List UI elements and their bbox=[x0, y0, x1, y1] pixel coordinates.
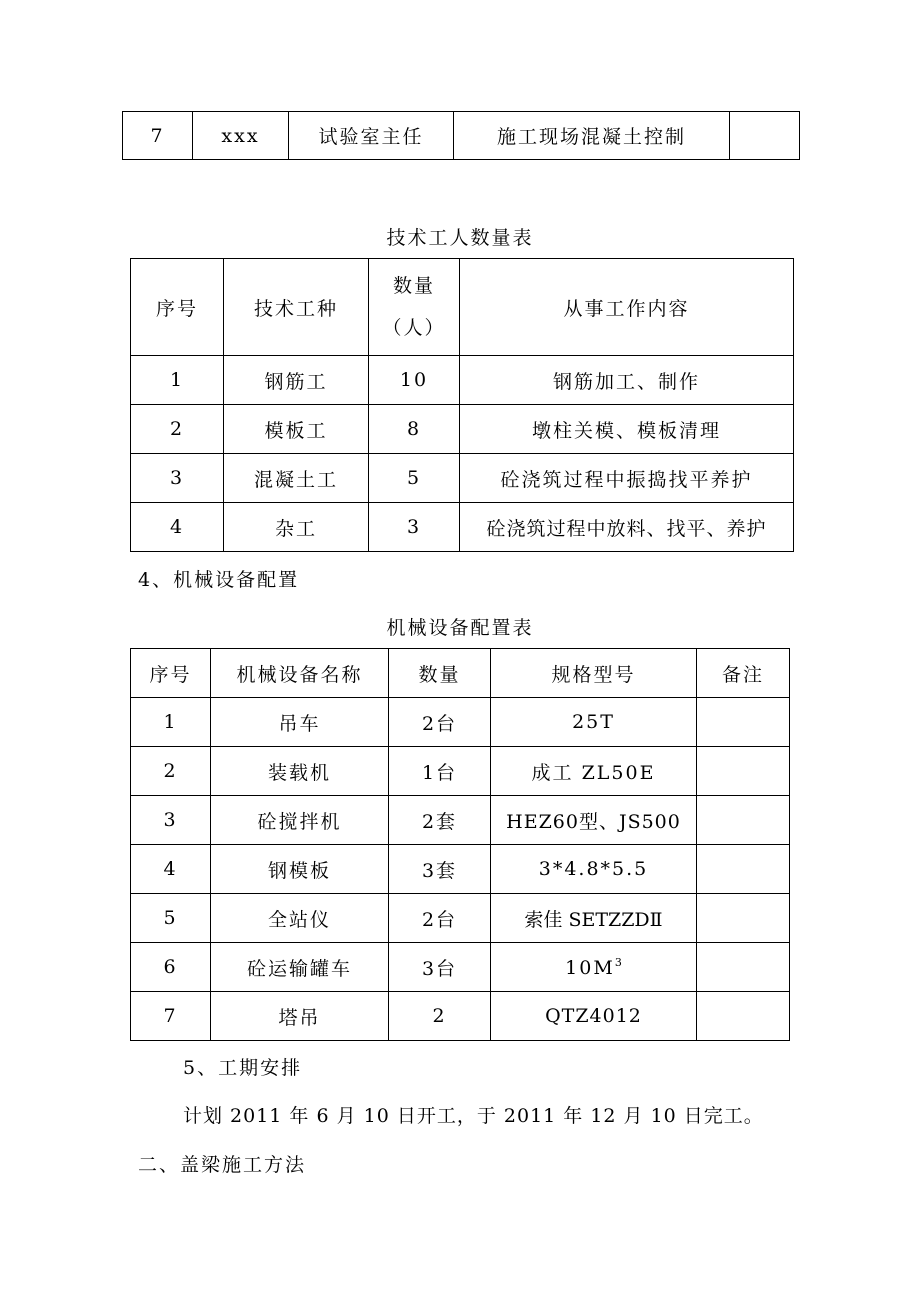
table-row bbox=[131, 894, 790, 943]
cell-qty: 2套 bbox=[389, 796, 491, 845]
cell-no: 2 bbox=[131, 405, 224, 454]
cell-remark bbox=[697, 747, 790, 796]
table-row bbox=[123, 112, 800, 160]
cell-remark bbox=[697, 894, 790, 943]
workers-table bbox=[130, 258, 794, 552]
cell-type: 混凝土工 bbox=[224, 454, 369, 503]
header-qty: 数量 bbox=[389, 649, 491, 698]
header-model: 规格型号 bbox=[491, 649, 697, 698]
cell-qty: 2台 bbox=[389, 894, 491, 943]
header-no: 序号 bbox=[131, 259, 224, 356]
cell-content: 钢筋加工、制作 bbox=[460, 356, 794, 405]
cell-model: 成工 ZL50E bbox=[491, 747, 697, 796]
cell-model: QTZ4012 bbox=[491, 992, 697, 1041]
section-5-heading: 5、工期安排 bbox=[183, 1057, 303, 1079]
header-qty-line1: 数量 bbox=[392, 275, 435, 297]
cell-qty: 3 bbox=[369, 503, 460, 552]
cell-no: 2 bbox=[131, 747, 211, 796]
table-row bbox=[131, 454, 794, 503]
cell-no: 3 bbox=[131, 796, 211, 845]
cell-model: 3*4.8*5.5 bbox=[491, 845, 697, 894]
header-type: 技术工种 bbox=[224, 259, 369, 356]
cell-no: 5 bbox=[131, 894, 211, 943]
cell-model bbox=[491, 943, 697, 992]
cell-qty: 8 bbox=[369, 405, 460, 454]
model-superscript: 3 bbox=[614, 955, 622, 969]
cell-name: 钢模板 bbox=[211, 845, 389, 894]
table-row bbox=[131, 943, 790, 992]
cell-name: 砼搅拌机 bbox=[211, 796, 389, 845]
table-cell: 试验室主任 bbox=[289, 112, 454, 160]
cell-type: 杂工 bbox=[224, 503, 369, 552]
table-cell: 7 bbox=[123, 112, 193, 160]
table-header-row bbox=[131, 259, 794, 356]
cell-qty: 3套 bbox=[389, 845, 491, 894]
table-row bbox=[131, 698, 790, 747]
table-row bbox=[131, 405, 794, 454]
cell-qty: 1台 bbox=[389, 747, 491, 796]
cell-content: 砼浇筑过程中放料、找平、养护 bbox=[460, 503, 794, 552]
model-value: 10M bbox=[565, 956, 615, 979]
cell-no: 1 bbox=[131, 356, 224, 405]
cell-remark bbox=[697, 992, 790, 1041]
header-remark: 备注 bbox=[697, 649, 790, 698]
cell-qty: 5 bbox=[369, 454, 460, 503]
table-row bbox=[131, 992, 790, 1041]
schedule-paragraph: 计划 2011 年 6 月 10 日开工，于 2011 年 12 月 10 日完工。 bbox=[183, 1105, 764, 1127]
header-qty bbox=[369, 259, 460, 356]
section-2-heading: 二、盖梁施工方法 bbox=[138, 1154, 307, 1176]
table-row bbox=[131, 796, 790, 845]
cell-name: 塔吊 bbox=[211, 992, 389, 1041]
cell-no: 1 bbox=[131, 698, 211, 747]
table-row bbox=[131, 747, 790, 796]
cell-remark bbox=[697, 796, 790, 845]
table-cell: 施工现场混凝土控制 bbox=[454, 112, 730, 160]
cell-qty: 2台 bbox=[389, 698, 491, 747]
cell-no: 4 bbox=[131, 845, 211, 894]
cell-no: 7 bbox=[131, 992, 211, 1041]
header-qty-line2: （人） bbox=[382, 317, 446, 339]
header-no: 序号 bbox=[131, 649, 211, 698]
cell-content: 砼浇筑过程中振捣找平养护 bbox=[460, 454, 794, 503]
cell-content: 墩柱关模、模板清理 bbox=[460, 405, 794, 454]
cell-remark bbox=[697, 845, 790, 894]
equipment-table-title: 机械设备配置表 bbox=[386, 617, 534, 639]
table-cell bbox=[730, 112, 800, 160]
equipment-table bbox=[130, 648, 790, 1041]
cell-qty: 3台 bbox=[389, 943, 491, 992]
table-header-row bbox=[131, 649, 790, 698]
staff-table bbox=[122, 111, 800, 160]
workers-table-title: 技术工人数量表 bbox=[386, 227, 534, 249]
table-cell: xxx bbox=[193, 112, 289, 160]
cell-no: 4 bbox=[131, 503, 224, 552]
table-row bbox=[131, 356, 794, 405]
table-row bbox=[131, 845, 790, 894]
cell-qty: 2 bbox=[389, 992, 491, 1041]
cell-type: 钢筋工 bbox=[224, 356, 369, 405]
cell-name: 砼运输罐车 bbox=[211, 943, 389, 992]
cell-model: 索佳 SETZZDⅡ bbox=[491, 894, 697, 943]
cell-type: 模板工 bbox=[224, 405, 369, 454]
cell-model: HEZ60型、JS500 bbox=[491, 796, 697, 845]
table-row bbox=[131, 503, 794, 552]
header-name: 机械设备名称 bbox=[211, 649, 389, 698]
cell-no: 6 bbox=[131, 943, 211, 992]
cell-no: 3 bbox=[131, 454, 224, 503]
header-content: 从事工作内容 bbox=[460, 259, 794, 356]
cell-qty: 10 bbox=[369, 356, 460, 405]
cell-model: 25T bbox=[491, 698, 697, 747]
cell-remark bbox=[697, 943, 790, 992]
cell-name: 吊车 bbox=[211, 698, 389, 747]
cell-name: 装载机 bbox=[211, 747, 389, 796]
cell-name: 全站仪 bbox=[211, 894, 389, 943]
cell-remark bbox=[697, 698, 790, 747]
section-4-heading: 4、机械设备配置 bbox=[138, 569, 300, 591]
